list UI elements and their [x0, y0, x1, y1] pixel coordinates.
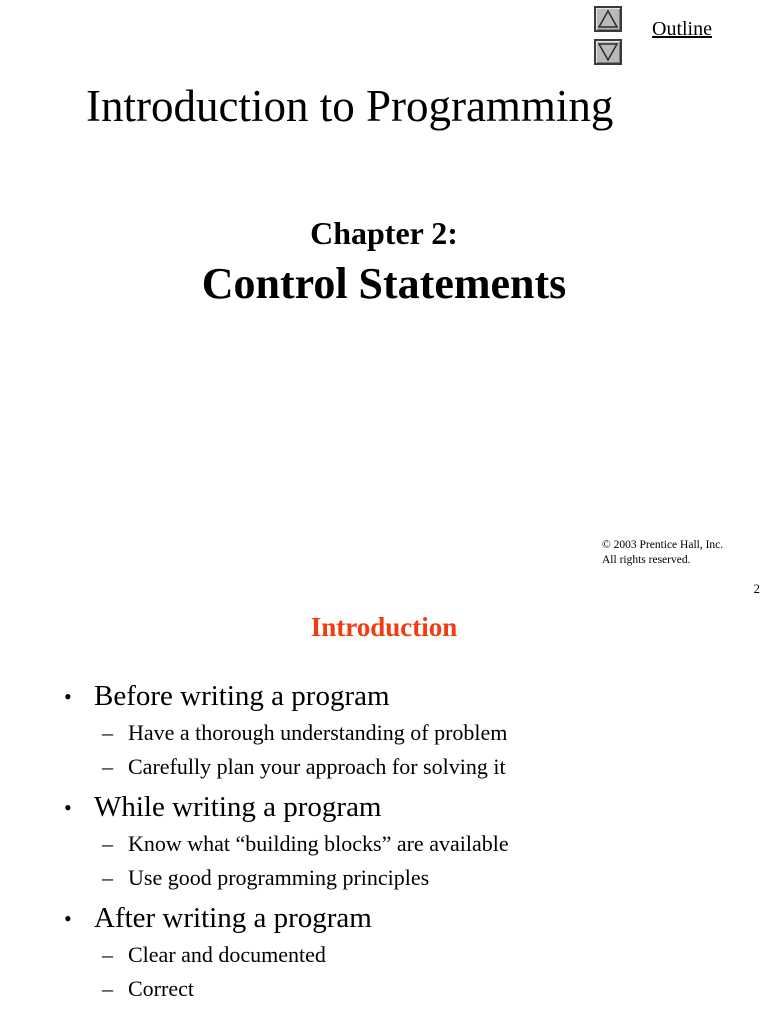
sub-bullet-text: Correct	[128, 976, 194, 1001]
bullet-dot-icon: •	[64, 906, 72, 931]
sub-bullet-list	[0, 720, 768, 791]
bullet-text: After writing a program	[94, 902, 372, 934]
dash-icon: –	[102, 942, 113, 967]
dash-icon: –	[102, 831, 113, 856]
sub-bullet-list	[0, 831, 768, 902]
sub-bullet-text: Know what “building blocks” are available	[128, 831, 509, 856]
bullet-item	[0, 680, 768, 791]
sub-bullet-text: Use good programming principles	[128, 865, 430, 890]
dash-icon: –	[102, 865, 113, 890]
dash-icon: –	[102, 976, 113, 1001]
bullet-list	[0, 680, 768, 1013]
triangle-down-icon	[596, 41, 620, 63]
dash-icon: –	[102, 754, 113, 779]
sub-bullet-item	[0, 831, 768, 865]
copyright-notice	[602, 538, 723, 568]
rights-line: All rights reserved.	[602, 554, 691, 566]
sub-bullet-item	[0, 754, 768, 791]
bullet-text: Before writing a program	[94, 680, 390, 712]
sub-bullet-list	[0, 942, 768, 1013]
bullet-text: While writing a program	[94, 791, 382, 823]
sub-bullet-text: Have a thorough understanding of problem	[128, 720, 508, 745]
chapter-title: Control Statements	[201, 259, 567, 308]
bullet-dot-icon: •	[64, 684, 72, 709]
course-title: Introduction to Programming	[86, 81, 614, 131]
sub-bullet-text: Carefully plan your approach for solving it	[128, 754, 506, 779]
page-number: 2	[753, 581, 760, 596]
bullet-dot-icon: •	[64, 795, 72, 820]
chapter-number: Chapter 2:	[310, 215, 458, 251]
sub-bullet-item	[0, 942, 768, 976]
dash-icon: –	[102, 720, 113, 745]
bullet-item	[0, 791, 768, 902]
section-heading: Introduction	[310, 612, 458, 642]
sub-bullet-item	[0, 865, 768, 902]
sub-bullet-text: Clear and documented	[128, 942, 326, 967]
sub-bullet-item	[0, 976, 768, 1013]
outline-link[interactable]: Outline	[652, 18, 712, 40]
previous-slide-button[interactable]	[594, 6, 622, 32]
next-slide-button[interactable]	[594, 39, 622, 65]
copyright-line: © 2003 Prentice Hall, Inc.	[602, 539, 724, 551]
sub-bullet-item	[0, 720, 768, 754]
triangle-up-icon	[596, 8, 620, 30]
bullet-item	[0, 902, 768, 1013]
